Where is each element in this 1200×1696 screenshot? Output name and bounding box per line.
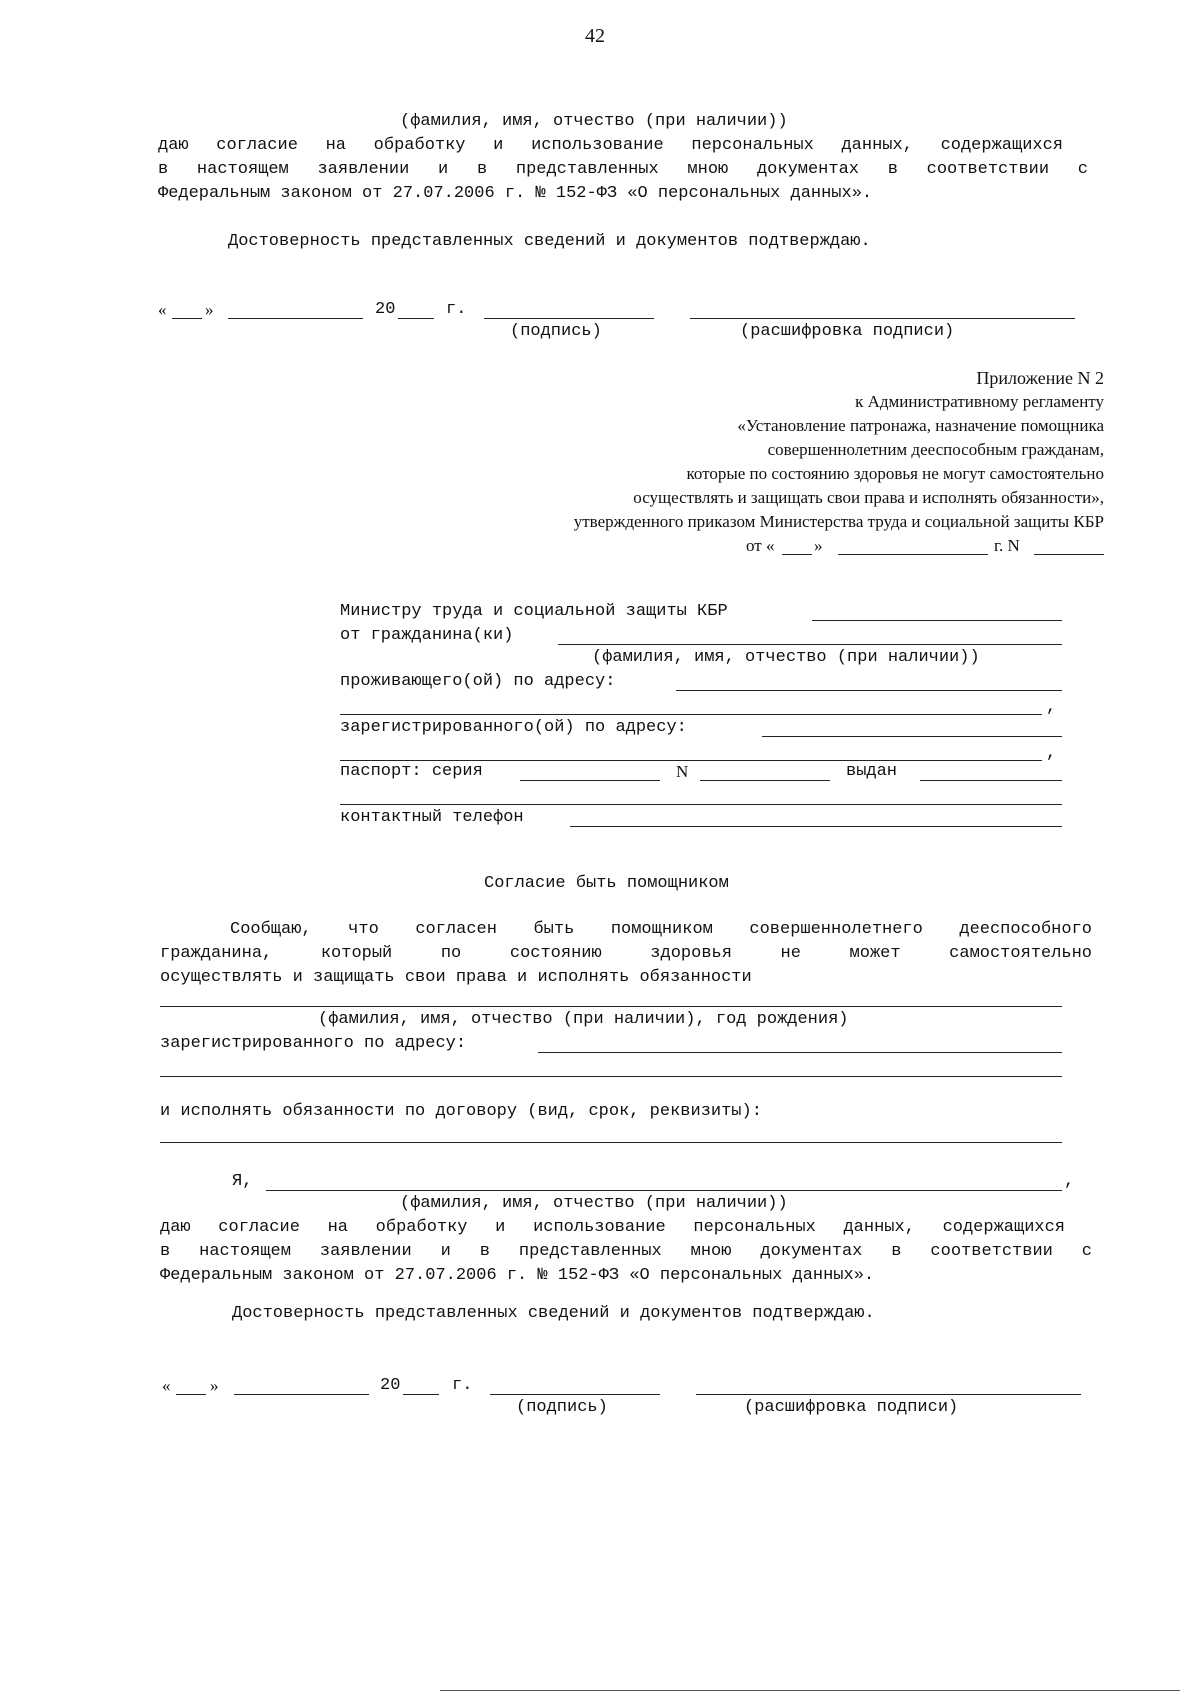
passport-issued-field-2[interactable] <box>340 804 1062 805</box>
phone-label: контактный телефон <box>340 808 524 827</box>
appendix-line: осуществлять и защищать свои права и исполнять обязанности», <box>633 488 1104 507</box>
date-open-quote: « <box>162 1376 171 1395</box>
living-address-field[interactable] <box>676 690 1062 691</box>
fio-caption: (фамилия, имя, отчество (при наличии)) <box>592 648 980 667</box>
fio-caption: (фамилия, имя, отчество (при наличии)) <box>400 1194 788 1213</box>
living-address-field-2[interactable] <box>340 714 1042 715</box>
registered-address-label: зарегистрированного(ой) по адресу: <box>340 718 687 737</box>
consent-line: Федеральным законом от 27.07.2006 г. № 152-ФЗ «О персональных данных». <box>158 184 873 203</box>
decode-caption: (расшифровка подписи) <box>744 1398 959 1417</box>
consent-line: в настоящем заявлении и в представленных мною документах в соответствии с <box>160 1242 1092 1261</box>
passport-series-label: паспорт: серия <box>340 762 483 781</box>
day-field[interactable] <box>172 318 202 319</box>
passport-number-field[interactable] <box>700 780 830 781</box>
assisted-person-field[interactable] <box>160 1006 1062 1007</box>
consent-registered-field[interactable] <box>538 1052 1062 1053</box>
consent-paragraph-line: осуществлять и защищать свои права и исполнять обязанности <box>160 968 752 987</box>
month-field[interactable] <box>228 318 363 319</box>
year-suffix: г. <box>452 1376 473 1395</box>
appendix-line: совершеннолетним дееспособным гражданам, <box>767 440 1104 459</box>
signature-field[interactable] <box>484 318 654 319</box>
registered-address-field[interactable] <box>762 736 1062 737</box>
consent-line: даю согласие на обработку и использование персональных данных, содержащихся <box>160 1218 1065 1237</box>
year-field[interactable] <box>403 1394 439 1395</box>
appendix-date-field[interactable] <box>838 554 988 555</box>
consent-line: Федеральным законом от 27.07.2006 г. № 152-ФЗ «О персональных данных». <box>160 1266 875 1285</box>
footer-rule <box>440 1690 1180 1691</box>
passport-issued-label: выдан <box>846 762 898 781</box>
date-open-quote: « <box>158 300 167 319</box>
appendix-line: которые по состоянию здоровья не могут самостоятельно <box>686 464 1104 483</box>
appendix-number-field[interactable] <box>1034 554 1104 555</box>
decode-caption: (расшифровка подписи) <box>740 322 955 341</box>
day-field[interactable] <box>176 1394 206 1395</box>
passport-issued-field[interactable] <box>920 780 1062 781</box>
consent-registered-label: зарегистрированного по адресу: <box>160 1034 467 1053</box>
phone-field[interactable] <box>570 826 1062 827</box>
living-address-label: проживающего(ой) по адресу: <box>340 672 616 691</box>
passport-series-field[interactable] <box>520 780 660 781</box>
date-close-quote: » <box>210 1376 219 1395</box>
fio-year-caption: (фамилия, имя, отчество (при наличии), год рождения) <box>318 1010 849 1029</box>
i-label: Я, <box>232 1172 253 1191</box>
confirm-text: Достоверность представленных сведений и документов подтверждаю. <box>232 1304 875 1323</box>
consent-title: Согласие быть помощником <box>484 874 729 893</box>
fio-caption: (фамилия, имя, отчество (при наличии)) <box>400 112 788 131</box>
signature-field[interactable] <box>490 1394 660 1395</box>
signature-decode-field[interactable] <box>690 318 1075 319</box>
appendix-line: утвержденного приказом Министерства труда и социальной защиты КБР <box>573 512 1104 531</box>
year-suffix: г. <box>446 300 467 319</box>
consent-paragraph-line: Сообщаю, что согласен быть помощником совершеннолетнего дееспособного <box>230 920 1092 939</box>
appendix-from-prefix: от « <box>746 536 775 555</box>
appendix-line: Приложение N 2 <box>976 368 1104 388</box>
date-close-quote: » <box>205 300 214 319</box>
confirm-text: Достоверность представленных сведений и документов подтверждаю. <box>228 232 871 251</box>
from-citizen-field[interactable] <box>558 644 1062 645</box>
consent-paragraph-line: гражданина, который по состоянию здоровья не может самостоятельно <box>160 944 1092 963</box>
page-number: 42 <box>585 25 605 47</box>
contract-label: и исполнять обязанности по договору (вид, срок, реквизиты): <box>160 1102 762 1121</box>
consent-line: даю согласие на обработку и использование персональных данных, содержащихся <box>158 136 1063 155</box>
comma: , <box>1046 744 1057 763</box>
appendix-day-field[interactable] <box>782 554 812 555</box>
year-prefix: 20 <box>375 300 396 319</box>
passport-number-label: N <box>676 762 689 781</box>
comma: , <box>1046 698 1057 717</box>
minister-label: Министру труда и социальной защиты КБР <box>340 602 728 621</box>
year-prefix: 20 <box>380 1376 401 1395</box>
appendix-line: «Установление патронажа, назначение помощника <box>737 416 1104 435</box>
year-field[interactable] <box>398 318 434 319</box>
signature-caption: (подпись) <box>516 1398 608 1417</box>
from-citizen-label: от гражданина(ки) <box>340 626 514 645</box>
i-fio-field[interactable] <box>266 1190 1062 1191</box>
signature-caption: (подпись) <box>510 322 602 341</box>
consent-line: в настоящем заявлении и в представленных мною документах в соответствии с <box>158 160 1088 179</box>
minister-field[interactable] <box>812 620 1062 621</box>
contract-field[interactable] <box>160 1142 1062 1143</box>
comma: , <box>1064 1172 1075 1191</box>
appendix-number-label: г. N <box>994 536 1020 555</box>
appendix-from-mid: » <box>814 536 823 555</box>
month-field[interactable] <box>234 1394 369 1395</box>
consent-registered-field-2[interactable] <box>160 1076 1062 1077</box>
signature-decode-field[interactable] <box>696 1394 1081 1395</box>
appendix-line: к Административному регламенту <box>855 392 1104 411</box>
